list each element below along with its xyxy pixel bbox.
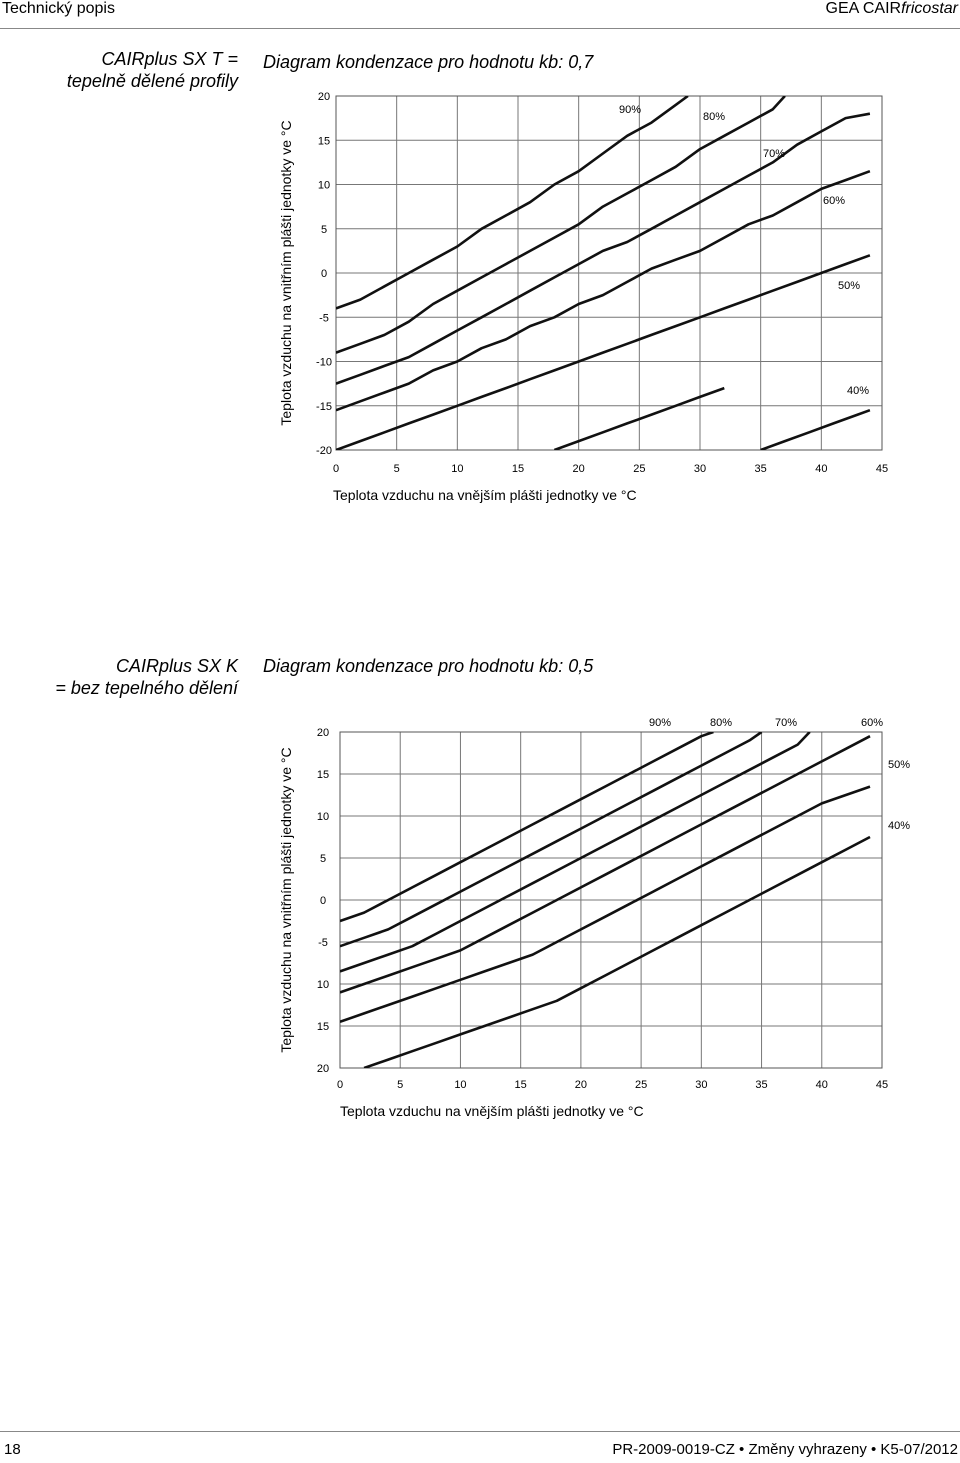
curve-label: 50%: [837, 280, 861, 292]
footer-rule: [0, 1431, 960, 1432]
chart-2: [0, 600, 960, 1140]
page-footer: [0, 1431, 960, 1463]
curve-label: 80%: [709, 717, 733, 729]
x-tick-label: 45: [875, 463, 889, 475]
x-tick-label: 5: [397, 1079, 404, 1091]
x-tick-label: 25: [633, 463, 646, 475]
y-tick-label: 0: [320, 268, 328, 280]
curve-line: [340, 736, 870, 992]
x-axis-label: Teplota vzduchu na vnějším plášti jednotky ve °C: [340, 1103, 644, 1119]
x-tick-label: 35: [754, 463, 767, 475]
x-axis-label: Teplota vzduchu na vnějším plášti jednotky ve °C: [333, 487, 637, 503]
y-tick-label: -5: [318, 937, 328, 949]
curve-label: 60%: [822, 195, 846, 207]
curve-label: 80%: [702, 111, 726, 123]
y-tick-label: 15: [316, 1021, 330, 1033]
y-tick-label: -20: [316, 445, 332, 457]
y-tick-label: 15: [317, 135, 331, 148]
x-tick-label: 25: [634, 1079, 648, 1091]
x-tick-label: 15: [514, 1079, 527, 1091]
x-tick-label: 45: [875, 1079, 889, 1091]
x-tick-label: 10: [454, 1079, 467, 1091]
x-tick-label: 15: [511, 463, 525, 475]
y-tick-label: 20: [316, 727, 330, 739]
x-tick-label: 0: [336, 1079, 344, 1091]
x-tick-label: 10: [451, 463, 464, 475]
curve-label: 50%: [887, 759, 911, 771]
curve-label: 90%: [618, 104, 642, 116]
y-axis-label: Teplota vzduchu na vnitřním plášti jednotky ve °C: [278, 120, 294, 426]
curve-line: [340, 732, 713, 921]
y-tick-label: 20: [317, 91, 331, 103]
curve-line: [340, 732, 762, 946]
doc-reference: PR-2009-0019-CZ • Změny vyhrazeny • K5-07/2012: [612, 1441, 958, 1458]
curve-label: 40%: [846, 385, 870, 397]
curve-label: 90%: [648, 717, 672, 729]
curve-label: 70%: [774, 717, 798, 729]
x-tick-label: 20: [572, 463, 585, 475]
y-tick-label: 5: [320, 223, 328, 236]
y-tick-label: 10: [316, 811, 330, 823]
x-tick-label: 35: [755, 1079, 768, 1091]
page-number: 18: [4, 1441, 21, 1458]
y-tick-label: 20: [316, 1063, 330, 1075]
y-tick-label: 10: [316, 979, 330, 991]
chart-2-title: Diagram kondenzace pro hodnotu kb: 0,5: [263, 656, 594, 676]
y-tick-label: 0: [319, 895, 327, 907]
y-axis-label: Teplota vzduchu na vnitřním plášti jednotky ve °C: [278, 747, 294, 1053]
chart-1: [0, 0, 960, 520]
header-left: Technický popis: [2, 0, 115, 17]
side-label-1: CAIRplus SX T = tepelně dělené profily: [66, 49, 238, 91]
header-right: GEA CAIRfricostar: [825, 0, 958, 17]
y-tick-label: 15: [316, 769, 330, 781]
curve-line: [761, 410, 870, 450]
y-tick-label: -10: [316, 356, 332, 369]
curve-line: [340, 732, 810, 971]
chart-1-title: Diagram kondenzace pro hodnotu kb: 0,7: [263, 52, 594, 72]
x-tick-label: 0: [332, 463, 340, 475]
x-tick-label: 5: [393, 463, 400, 475]
y-tick-label: -5: [319, 312, 329, 325]
curve-label: 40%: [887, 820, 911, 832]
curve-label: 70%: [762, 148, 786, 160]
x-tick-label: 40: [815, 1079, 828, 1091]
x-tick-label: 30: [693, 463, 707, 475]
x-tick-label: 40: [815, 463, 828, 475]
x-tick-label: 20: [574, 1079, 588, 1091]
side-label-2: CAIRplus SX K = bez tepelného dělení: [55, 656, 238, 698]
curve-line: [340, 787, 870, 1022]
y-tick-label: 5: [319, 853, 327, 865]
x-tick-label: 30: [695, 1079, 708, 1091]
y-tick-label: -15: [316, 400, 332, 413]
curve-label: 60%: [860, 717, 884, 729]
y-tick-label: 10: [317, 179, 331, 192]
